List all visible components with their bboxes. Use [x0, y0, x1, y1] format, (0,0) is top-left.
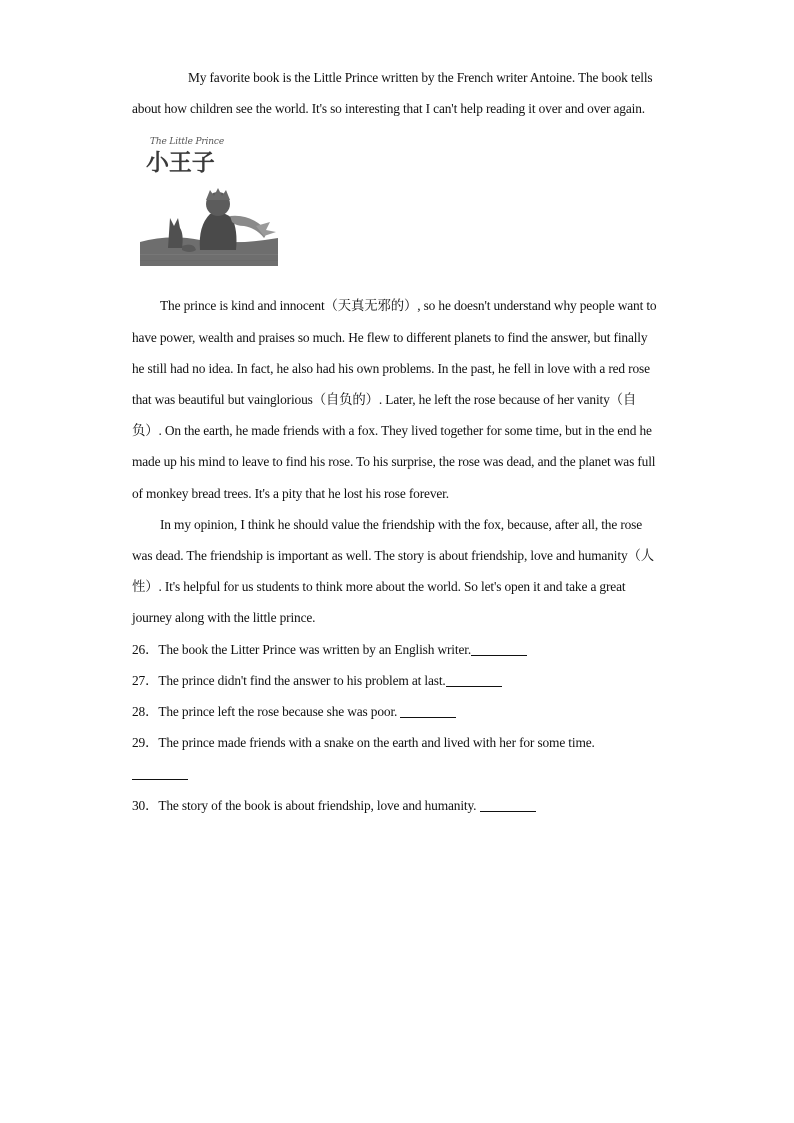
question-number: 29．	[132, 735, 159, 751]
answer-blank[interactable]	[480, 797, 536, 812]
question-text: The prince made friends with a snake on the earth and lived with her for some time.	[158, 735, 595, 751]
cover-title-cn: 小王子	[146, 150, 215, 177]
cover-title-en: The Little Prince	[150, 137, 224, 148]
reading-passage	[132, 62, 660, 822]
question-number: 28．	[132, 704, 159, 720]
question-item	[132, 696, 660, 727]
question-text: The book the Litter Prince was written by an English writer.	[158, 641, 472, 657]
question-text: The prince left the rose because she was poor.	[158, 704, 401, 720]
book-cover-figure	[132, 130, 660, 290]
question-text: The prince didn't find the answer to his problem at last.	[158, 672, 446, 688]
answer-blank[interactable]	[471, 641, 527, 656]
question-number: 26．	[132, 641, 159, 657]
question-number: 30．	[132, 798, 159, 814]
question-item	[132, 790, 660, 821]
question-number: 27．	[132, 672, 159, 688]
question-text: The story of the book is about friendship, love and humanity.	[158, 798, 480, 814]
paragraph-story: The prince is kind and innocent（天真无邪的）, so he doesn't understand why people want to have power, wealth and praises so much. He flew to different planets to find the answer, but finally he still had no idea. In fact, he also had his own problems. In the past, he fell in love with a red rose that was beautiful but vainglorious（自负的）. Later, he left the rose because of her vanity（自负）. On the earth, he made friends with a fox. They lived together for some time, but in the end he made up his mind to leave to find his rose. To his surprise, the rose was dead, and the planet was full of monkey bread trees. It's a pity that he lost his rose forever.	[132, 298, 657, 501]
question-item	[132, 727, 660, 758]
answer-blank[interactable]	[446, 672, 502, 687]
answer-blank[interactable]	[132, 758, 188, 780]
question-item	[132, 634, 660, 665]
paragraph-opinion: In my opinion, I think he should value the friendship with the fox, because, after all, the rose was dead. The friendship is important as well. The story is about friendship, love and humanity（人性）. It's helpful for us students to think more about the world. So let's open it and take a great journey along with the little prince.	[132, 516, 654, 626]
answer-blank[interactable]	[400, 703, 456, 718]
book-cover-image	[140, 130, 278, 266]
question-list	[132, 634, 660, 822]
question-item	[132, 665, 660, 696]
paragraph-intro: My favorite book is the Little Prince written by the French writer Antoine. The book tells about how children see the world. It's so interesting that I can't help reading it over and over again.	[132, 70, 653, 117]
